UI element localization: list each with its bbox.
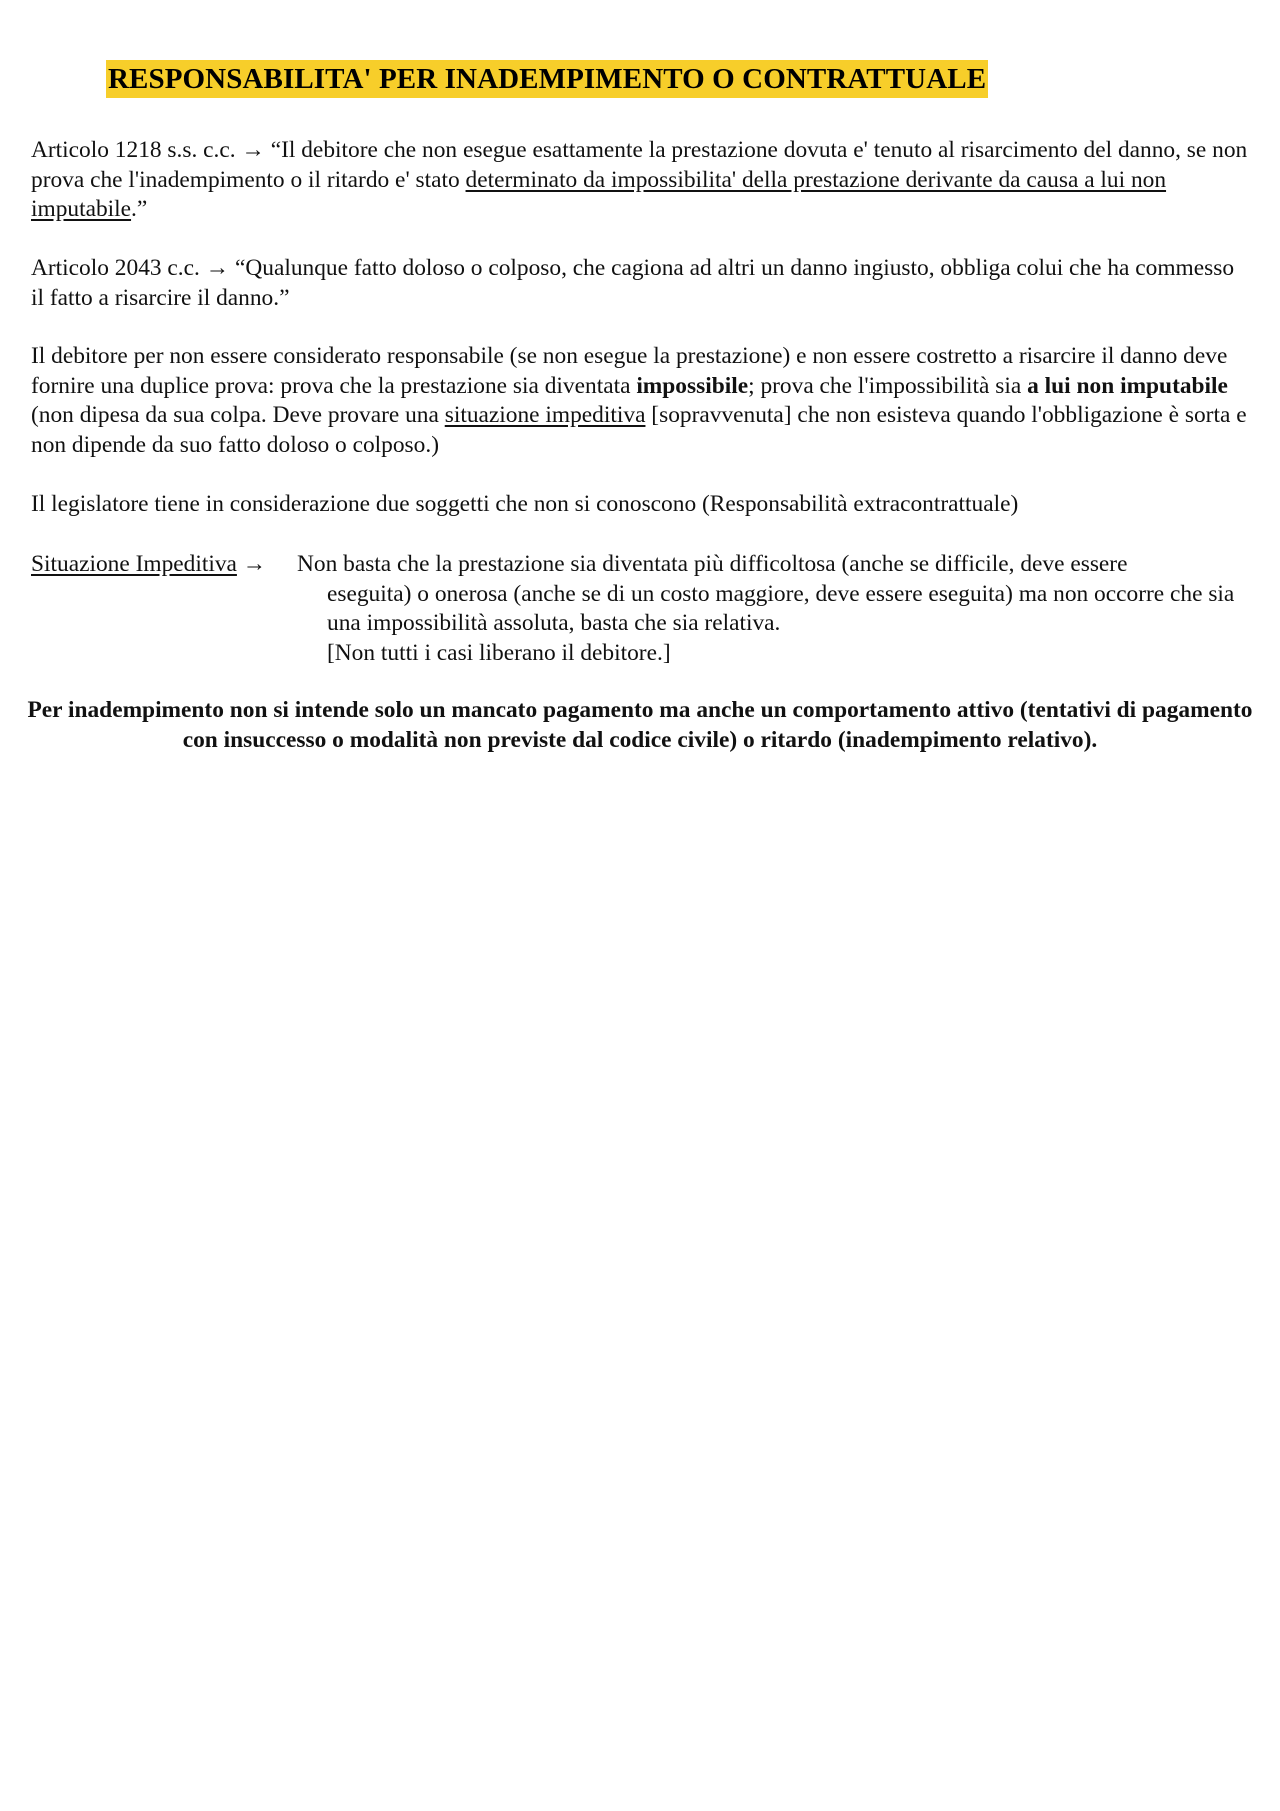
article-1218-tail: .” (131, 196, 148, 223)
situazione-note: [Non tutti i casi liberano il debitore.] (327, 639, 671, 666)
situazione-label: Situazione Impeditiva (31, 551, 237, 577)
article-1218-lead: Articolo 1218 s.s. c.c. → “Il debitore che non esegue esattamente la prestazione dovuta e' tenuto al risarcimento del danno, se non prova che l'inadempimento o il ritardo e' stato (31, 137, 1248, 193)
legislatore-paragraph: Il legislatore tiene in considerazione due soggetti che non si conoscono (Responsabilità extracontrattuale) (31, 491, 1019, 517)
conclusion-paragraph: Per inadempimento non si intende solo un mancato pagamento ma anche un comportamento attivo (tentativi di pagamento con insuccesso o modalità non previste dal codice civile) o ritardo (inadempimento relativo). (27, 697, 1253, 753)
article-1218-underlined: determinato da impossibilita' della prestazione derivante da causa a lui non imputabile (31, 166, 1167, 223)
situazione-line-1: Non basta che la prestazione sia diventata più difficoltosa (anche se difficile, deve essere (297, 551, 1128, 577)
article-1218-paragraph (31, 136, 1251, 225)
situazione-impeditiva-block (31, 550, 1251, 670)
debitore-bold-non-imputabile: a lui non imputabile (1027, 372, 1228, 399)
situazione-rest: eseguita) o onerosa (anche se di un costo maggiore, deve essere eseguita) ma non occorre che sia una impossibilità assoluta, basta che sia relativa. (327, 580, 1235, 637)
debitore-underlined-situazione: situazione impeditiva (444, 402, 646, 429)
article-2043-paragraph: Articolo 2043 c.c. → “Qualunque fatto doloso o colposo, che cagiona ad altri un danno ingiusto, obbliga colui che ha commesso il fatto a risarcire il danno.” (31, 255, 1235, 311)
debitore-text-3: (non dipesa da sua colpa. Deve provare una (31, 402, 445, 429)
debitore-paragraph (31, 342, 1251, 460)
situazione-label-group (31, 550, 266, 580)
debitore-text-4: [sopravvenuta] che non esisteva quando l'obbligazione è sorta e non dipende da suo fatto doloso o colposo.) (31, 402, 1247, 458)
debitore-bold-impossibile: impossibile (636, 372, 749, 399)
page-title: RESPONSABILITA' PER INADEMPIMENTO O CONTRATTUALE (106, 60, 988, 98)
title-block (106, 60, 988, 98)
arrow-icon: → (242, 551, 267, 577)
debitore-text-1: Il debitore per non essere considerato responsabile (se non esegue la prestazione) e non essere costretto a risarcire il danno deve fornire una duplice prova: prova che la prestazione sia diventata (31, 343, 1228, 399)
debitore-text-2: ; prova che l'impossibilità sia (748, 372, 1028, 399)
situazione-body (297, 550, 1257, 668)
